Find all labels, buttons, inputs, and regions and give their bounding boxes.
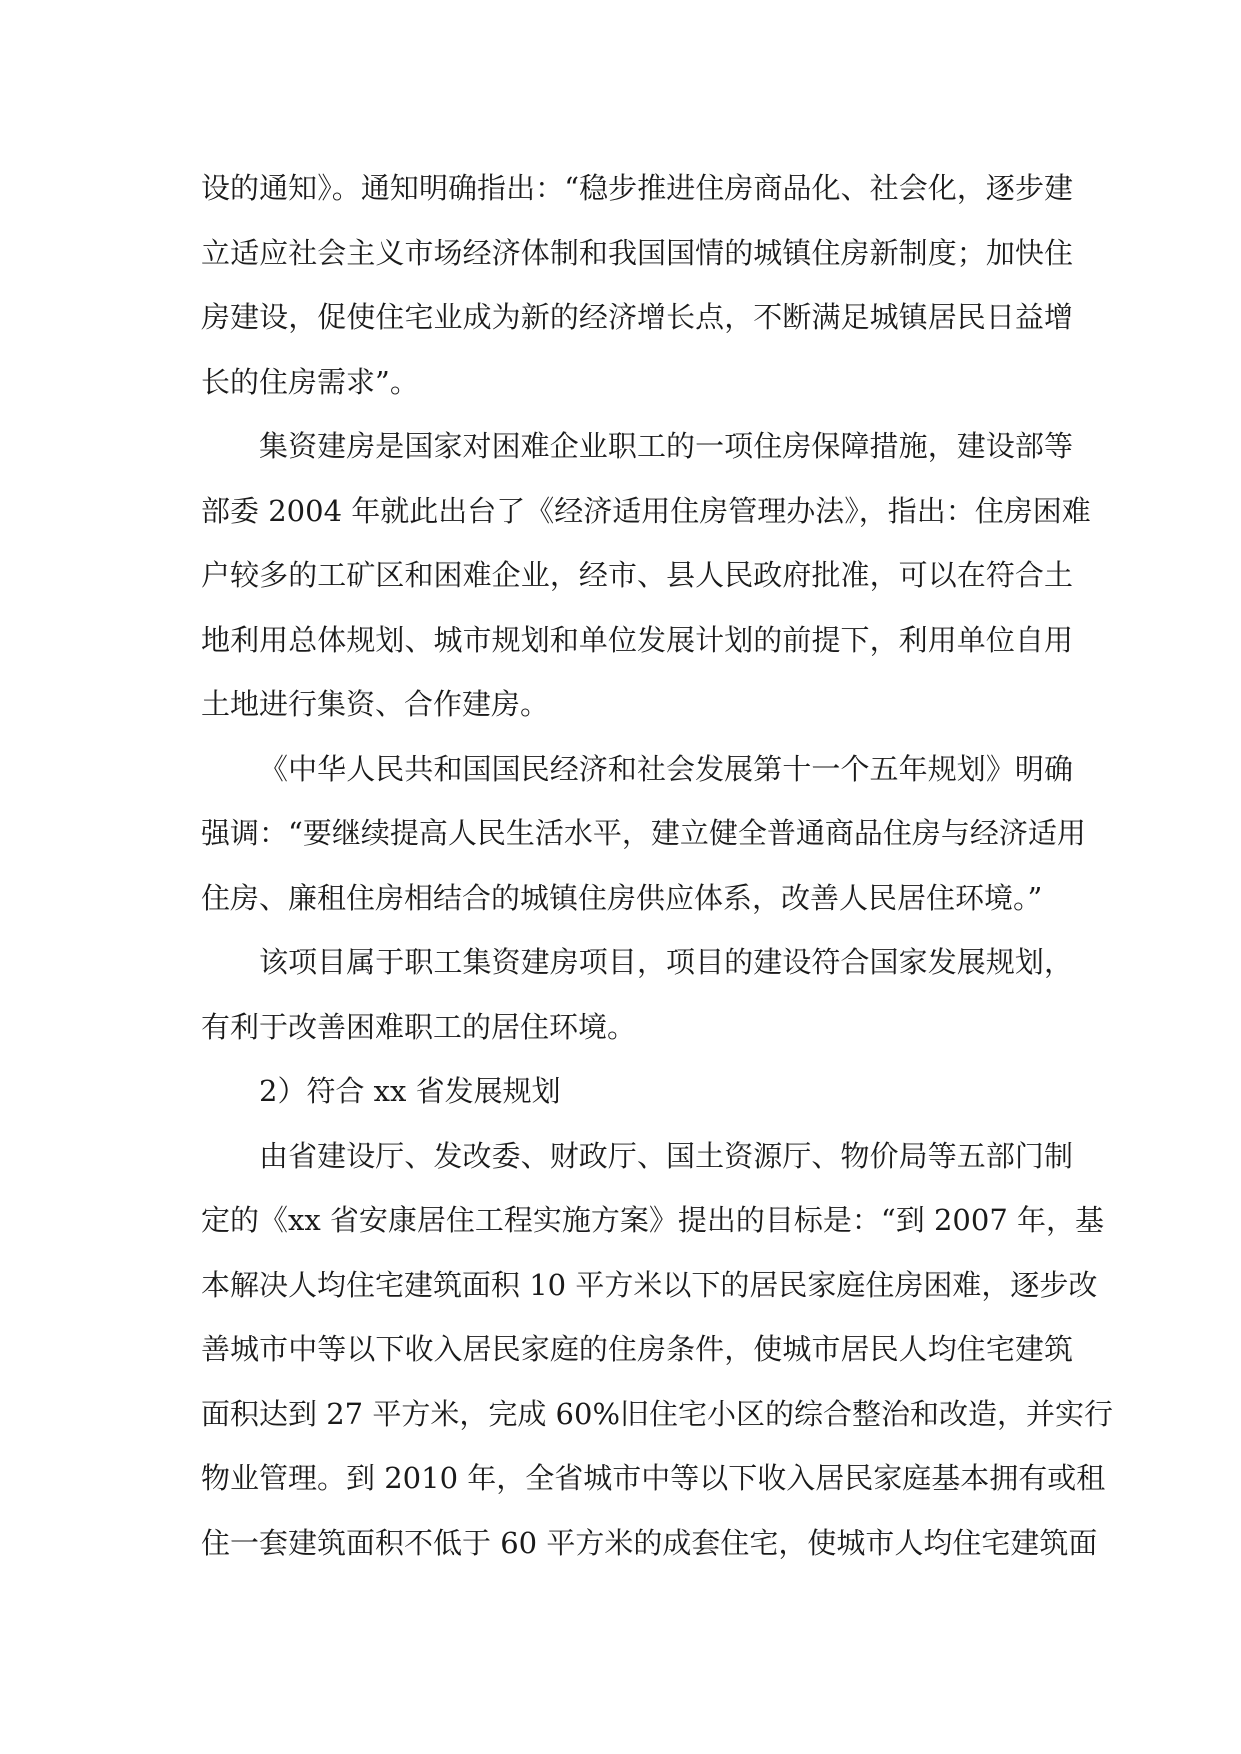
text-line: 有利于改善困难职工的居住环境。 (201, 1009, 637, 1044)
text-line: 住房、廉租住房相结合的城镇住房供应体系，改善人民居住环境。” (201, 880, 1043, 915)
paragraph-notice-quote (201, 156, 1073, 414)
text-line: 房建设，促使住宅业成为新的经济增长点，不断满足城镇居民日益增 (201, 300, 1073, 334)
text-line: 面积达到 27 平方米，完成 60%旧住宅小区的综合整治和改造，并实行 (201, 1396, 1114, 1431)
paragraph-five-year-plan (201, 737, 1086, 931)
text-line: 长的住房需求”。 (201, 364, 419, 399)
text-line: 定的《xx 省安康居住工程实施方案》提出的目标是：“到 2007 年，基 (201, 1203, 1104, 1237)
text-line: 物业管理。到 2010 年，全省城市中等以下收入居民家庭基本拥有或租 (201, 1461, 1106, 1495)
paragraph-fundraising-housing (201, 414, 1091, 737)
text-line: 部委 2004 年就此出台了《经济适用住房管理办法》，指出：住房困难 (201, 493, 1091, 528)
text-line: 由省建设厅、发改委、财政厅、国土资源厅、物价局等五部门制 (259, 1138, 1073, 1173)
text-line: 设的通知》。通知明确指出：“稳步推进住房商品化、社会化，逐步建 (201, 171, 1073, 205)
text-line: 本解决人均住宅建筑面积 10 平方米以下的居民家庭住房困难，逐步改 (201, 1267, 1098, 1302)
text-line: 地利用总体规划、城市规划和单位发展计划的前提下，利用单位自用 (201, 622, 1073, 657)
text-line: 住一套建筑面积不低于 60 平方米的成套住宅，使城市人均住宅建筑面 (201, 1525, 1098, 1560)
document-body (201, 156, 1114, 1575)
paragraph-provincial-program (201, 1124, 1114, 1576)
section-heading-provincial-plan (201, 1059, 1073, 1124)
text-line: 集资建房是国家对困难企业职工的一项住房保障措施，建设部等 (259, 429, 1073, 463)
text-line: 《中华人民共和国国民经济和社会发展第十一个五年规划》明确 (259, 751, 1073, 786)
text-line: 该项目属于职工集资建房项目，项目的建设符合国家发展规划， (259, 945, 1073, 979)
section-heading: 2）符合 xx 省发展规划 (259, 1074, 561, 1108)
text-line: 善城市中等以下收入居民家庭的住房条件，使城市居民人均住宅建筑 (201, 1332, 1073, 1366)
paragraph-project-conformity (201, 930, 1073, 1059)
text-line: 立适应社会主义市场经济体制和我国国情的城镇住房新制度；加快住 (201, 235, 1073, 270)
text-line: 户较多的工矿区和困难企业，经市、县人民政府批准，可以在符合土 (201, 558, 1073, 592)
text-line: 土地进行集资、合作建房。 (201, 687, 550, 721)
text-line: 强调：“要继续提高人民生活水平，建立健全普通商品住房与经济适用 (201, 816, 1086, 850)
